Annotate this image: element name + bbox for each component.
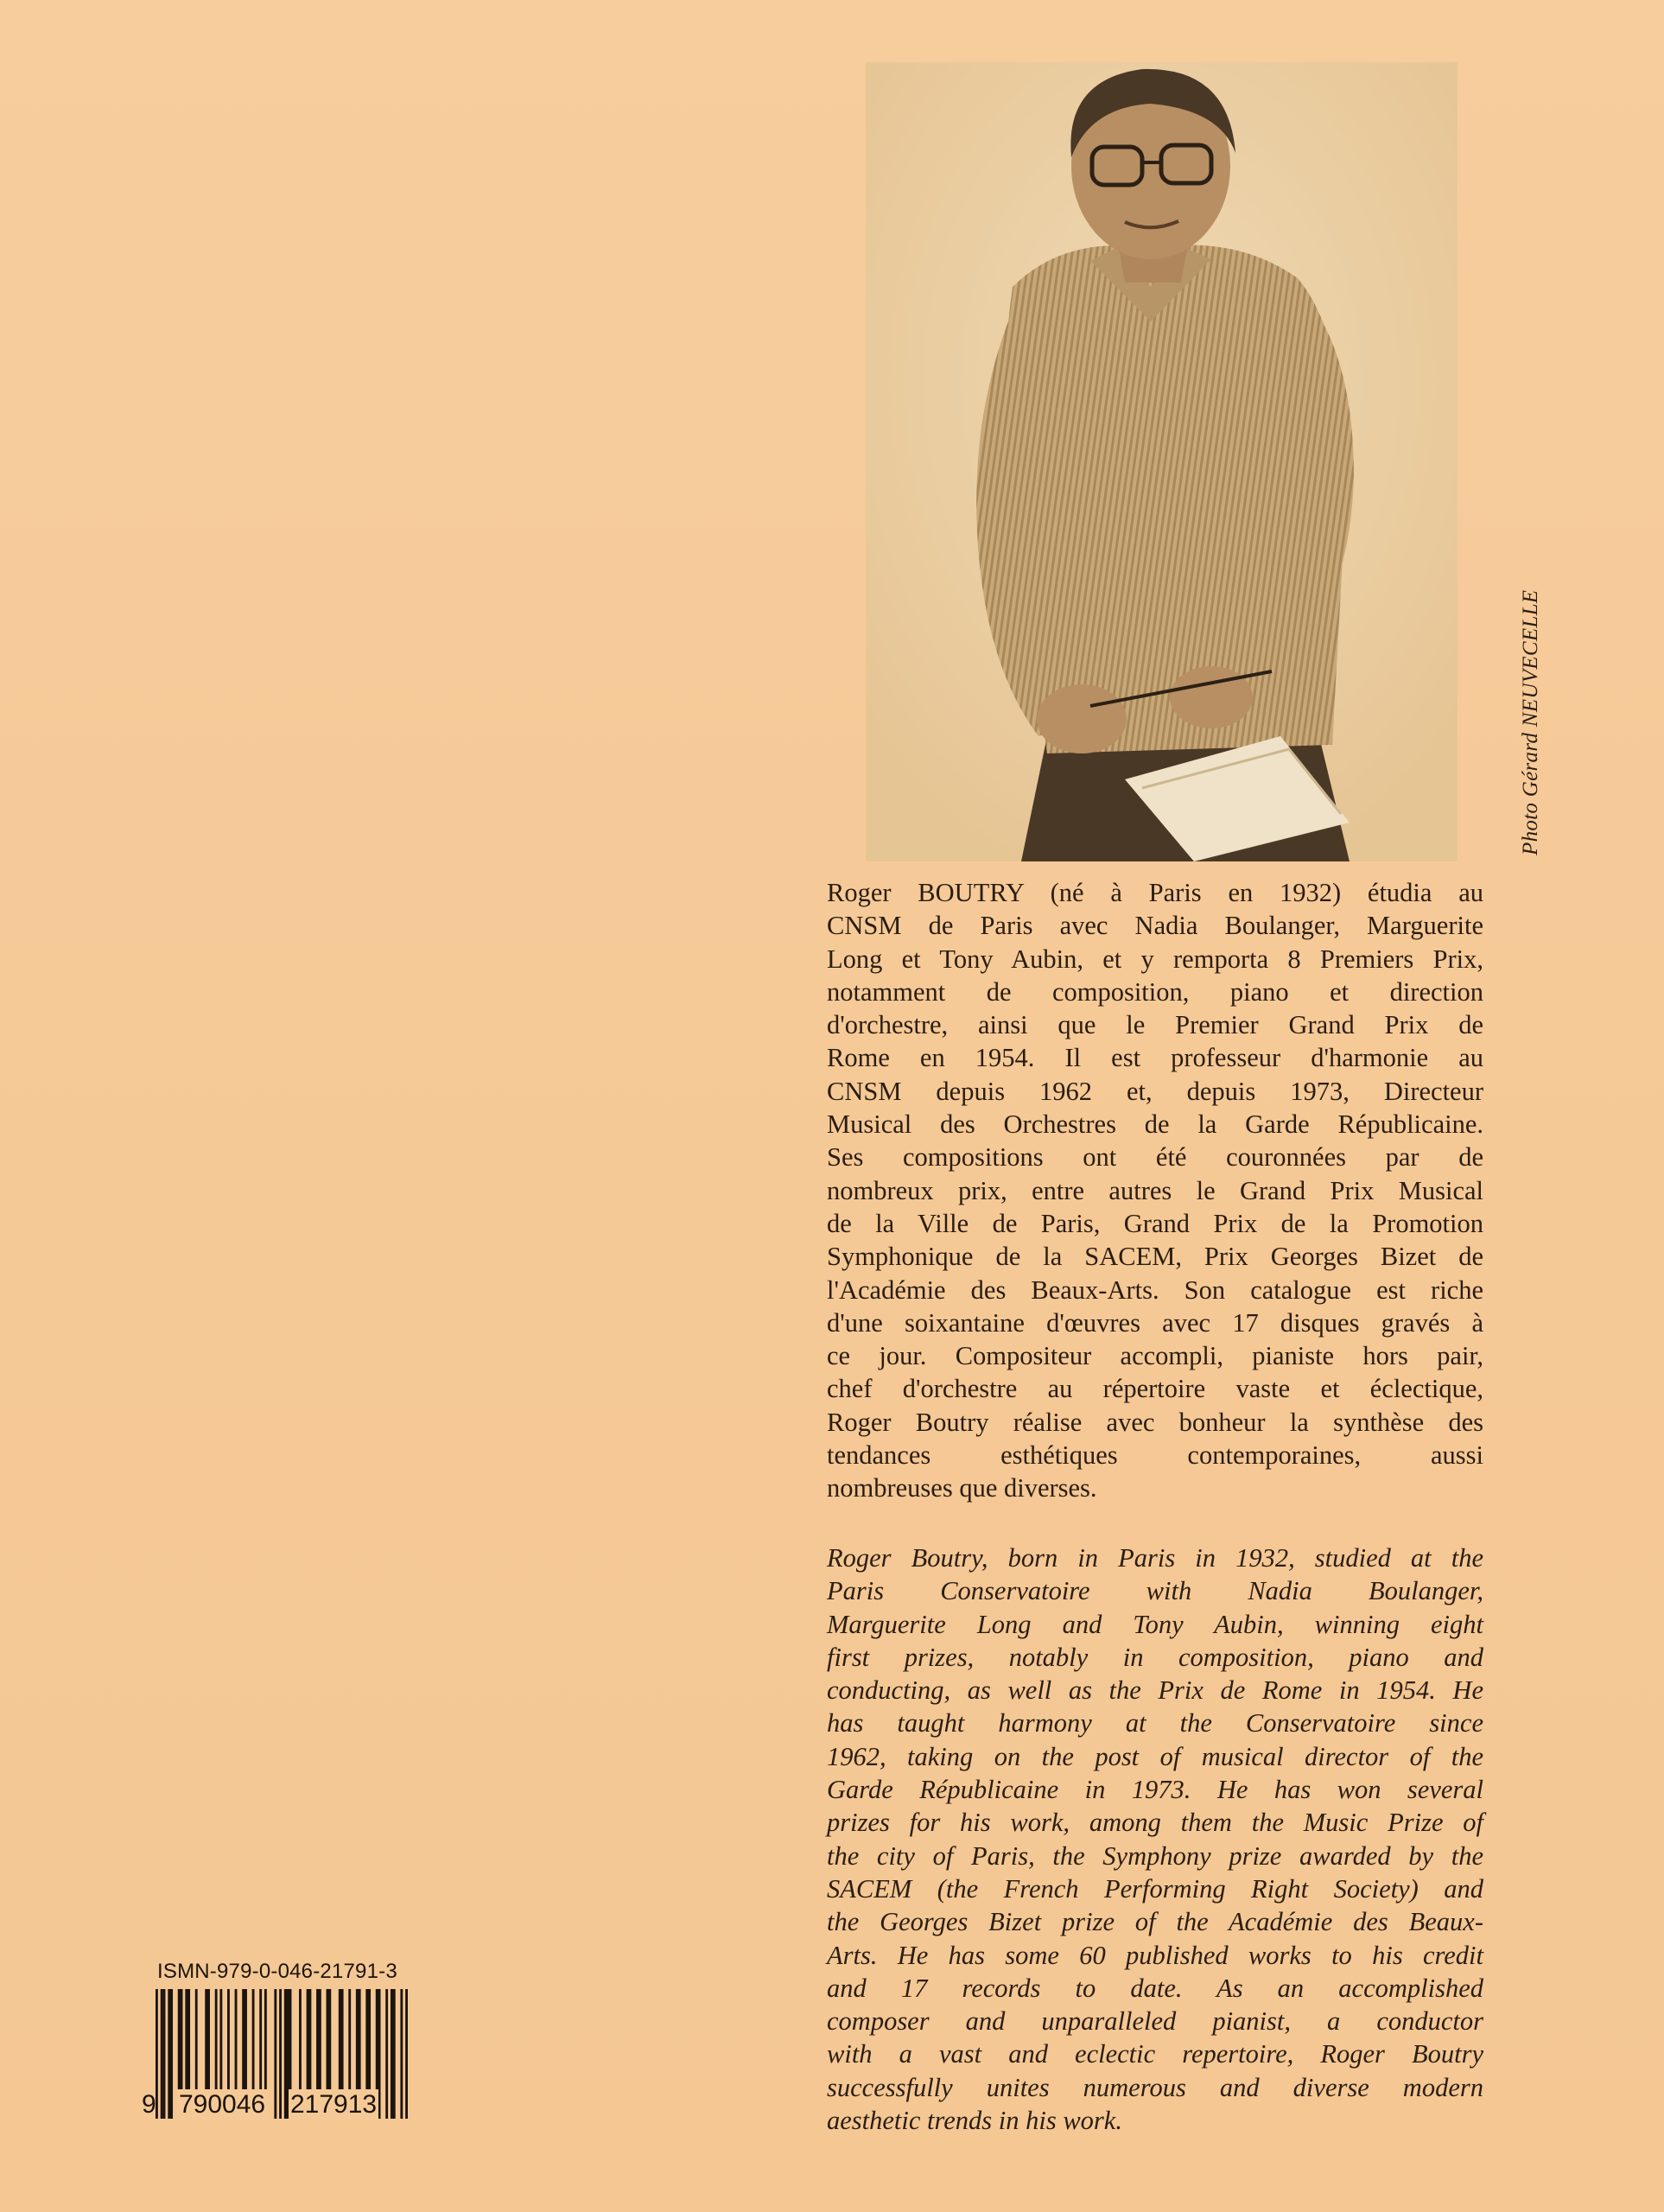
biography-english-line: first prizes, notably in composition, piano and — [827, 1642, 1483, 1672]
biography-english-line: composer and unparalleled pianist, a conductor — [827, 2006, 1483, 2037]
biography-english-line: conducting, as well as the Prix de Rome in 1954. He — [827, 1675, 1483, 1706]
biography-french-line: ce jour. Compositeur accompli, pianiste hors pair, — [827, 1341, 1483, 1371]
biography-english-line: the Georges Bizet prize of the Académie des Beaux- — [827, 1907, 1483, 1937]
biography-french-line: CNSM depuis 1962 et, depuis 1973, Directeur — [827, 1076, 1483, 1106]
barcode-bar — [405, 1989, 408, 2119]
biography-french-line: Ses compositions ont été couronnées par de — [827, 1142, 1483, 1173]
barcode-digit-first: 9 — [142, 2090, 156, 2119]
biography-english-line: 1962, taking on the post of musical director of the — [827, 1741, 1483, 1771]
portrait-image — [866, 62, 1458, 861]
barcode-bar — [168, 1989, 173, 2119]
barcode-bar — [400, 1989, 403, 2119]
barcode-bar — [279, 1989, 282, 2119]
biography-french-line: tendances esthétiques contemporaines, aussi — [827, 1440, 1483, 1471]
biography-english-line: successfully unites numerous and diverse modern — [827, 2072, 1483, 2102]
biography-french — [827, 876, 1483, 1505]
biography-english-line: the city of Paris, the Symphony prize awarded by the — [827, 1840, 1483, 1871]
biography-french-line: Roger BOUTRY (né à Paris en 1932) étudia au — [827, 878, 1483, 907]
biography-french-line: CNSM de Paris avec Nadia Boulanger, Marguerite — [827, 911, 1483, 941]
biography-english-line: Arts. He has some 60 published works to his credit — [827, 1940, 1483, 1970]
barcode-bar — [163, 1989, 166, 2119]
biography-english-line: Garde Républicaine in 1973. He has won several — [827, 1775, 1483, 1805]
composer-portrait-photo — [866, 62, 1458, 861]
biography-english-line: Paris Conservatoire with Nadia Boulanger, — [827, 1576, 1483, 1606]
biography-english-line: Roger Boutry, born in Paris in 1932, studied at the — [827, 1543, 1483, 1573]
biography-french-line: nombreuses que diverses. — [827, 1473, 1097, 1503]
biography-english-line: SACEM (the French Performing Right Society) and — [827, 1873, 1483, 1904]
barcode-digits-right: 217913 — [290, 2090, 378, 2119]
barcode-digits-left: 790046 — [179, 2090, 266, 2119]
biography-english-line: Marguerite Long and Tony Aubin, winning eight — [827, 1609, 1483, 1639]
barcode-bar — [161, 1989, 163, 2119]
barcode-bar — [391, 1989, 396, 2119]
biography-french-line: Roger Boutry réalise avec bonheur la synthèse des — [827, 1407, 1483, 1437]
biography-french-line: Musical des Orchestres de la Garde Républicaine. — [827, 1109, 1483, 1140]
biography-english-line: with a vast and eclectic repertoire, Roger Boutry — [827, 2039, 1483, 2069]
biography-french-line: d'orchestre, ainsi que le Premier Grand Prix de — [827, 1010, 1483, 1040]
biography-french-line: chef d'orchestre au répertoire vaste et éclectique, — [827, 1374, 1483, 1404]
barcode-bar — [274, 1989, 276, 2119]
photo-credit: Photo Gérard NEUVECELLE — [1519, 589, 1542, 855]
biography-french-line: d'une soixantaine d'œuvres avec 17 disques gravés à — [827, 1307, 1483, 1338]
biography-english-line: prizes for his work, among them the Music Prize of — [827, 1808, 1483, 1838]
biography-french-line: Rome en 1954. Il est professeur d'harmonie au — [827, 1043, 1483, 1073]
biography-french-line: notamment de composition, piano et direction — [827, 976, 1483, 1007]
biography-french-line: l'Académie des Beaux-Arts. Son catalogue est riche — [827, 1274, 1483, 1305]
biography-english — [827, 1541, 1483, 2137]
barcode-bar — [385, 1989, 388, 2119]
biography-english-line: aesthetic trends in his work. — [827, 2106, 1122, 2136]
biography-french-line: Long et Tony Aubin, et y remporta 8 Premiers Prix, — [827, 944, 1483, 974]
biography-french-line: de la Ville de Paris, Grand Prix de la Promotion — [827, 1208, 1483, 1238]
ismn-number: ISMN-979-0-046-21791-3 — [157, 1960, 397, 1983]
biography-french-line: nombreux prix, entre autres le Grand Prix Musical — [827, 1175, 1483, 1205]
biography-english-line: and 17 records to date. As an accomplished — [827, 1973, 1483, 2003]
biography-french-line: Symphonique de la SACEM, Prix Georges Bizet de — [827, 1242, 1483, 1272]
biography-english-line: has taught harmony at the Conservatoire since — [827, 1708, 1483, 1738]
